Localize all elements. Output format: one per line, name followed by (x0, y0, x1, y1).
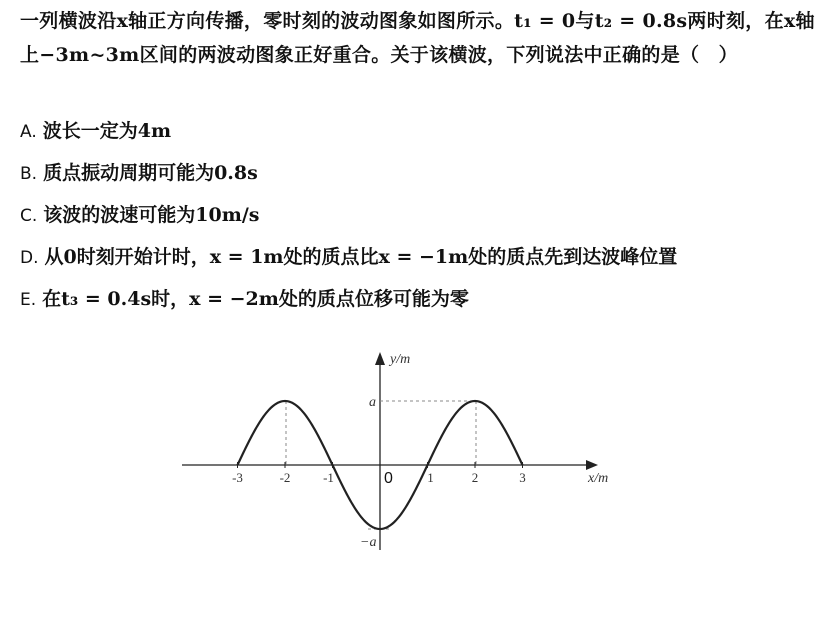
amplitude-positive-label: a (369, 395, 376, 410)
option-b[interactable] (20, 158, 258, 189)
option-d-text: 从0时刻开始计时，x = 1m处的质点比x = −1m处的质点先到达波峰位置 (44, 246, 678, 268)
question-stem (20, 4, 825, 72)
option-e-letter: E. (20, 290, 37, 310)
x-tick-label: -1 (323, 470, 334, 485)
option-e[interactable] (20, 284, 469, 315)
x-tick-label: 3 (519, 470, 526, 485)
option-c-text: 该波的波速可能为10m/s (43, 204, 260, 226)
option-a-text: 波长一定为4m (42, 120, 172, 142)
option-a[interactable] (20, 116, 171, 147)
y-axis-label: y/m (390, 352, 411, 367)
y-axis-arrow (375, 352, 385, 365)
x-tick-label: -2 (279, 470, 291, 485)
option-c[interactable] (20, 200, 259, 231)
x-tick-label: 1 (427, 470, 434, 485)
option-b-text: 质点振动周期可能为0.8s (43, 162, 258, 184)
option-e-text: 在t₃ = 0.4s时，x = −2m处的质点位移可能为零 (42, 288, 469, 310)
option-d[interactable] (20, 242, 677, 273)
x-axis-label: x/m (588, 471, 609, 486)
x-axis-arrow (586, 460, 598, 470)
option-c-letter: C. (20, 206, 38, 226)
question-text: 一列横波沿x轴正方向传播，零时刻的波动图象如图所示。t₁ = 0与t₂ = 0.8s两时刻，在x轴上−3m~3m区间的两波动图象正好重合。关于该横波，下列说法中正确的是（ ） (20, 10, 815, 66)
option-a-letter: A. (20, 122, 37, 142)
wave-figure (170, 340, 630, 565)
x-tick-label: -3 (232, 470, 243, 485)
amplitude-negative-label: −a (360, 535, 377, 550)
option-b-letter: B. (20, 164, 38, 184)
option-d-letter: D. (20, 248, 39, 268)
x-tick-label: 2 (471, 470, 479, 485)
origin-label: 0 (384, 470, 393, 487)
